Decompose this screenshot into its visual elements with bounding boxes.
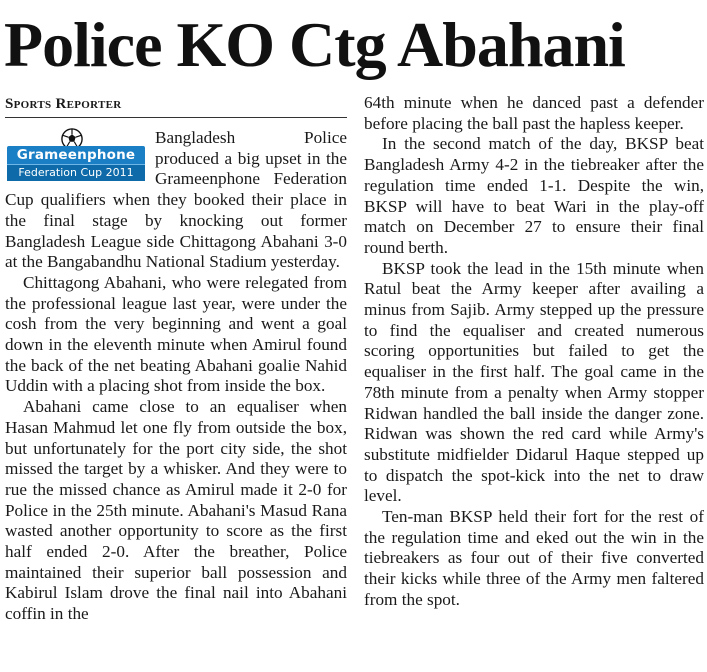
paragraph-1: Bangladesh Police produced a big upset in the Grameenphone Federation Cup qualifiers when they booked their place in the final stage by knocking out former Bangladesh League side Chittagong Abahani 3-0 at the Bangabandhu National Stadium yesterday.	[5, 128, 347, 272]
logo-title: Grameenphone	[16, 147, 136, 163]
byline: Sports Reporter	[5, 93, 347, 118]
logo-badge	[7, 146, 145, 181]
paragraph-4: In the second match of the day, BKSP beat Bangladesh Army 4-2 in the tiebreaker after the regulation time ended 1-1. Despite the win, BKSP will have to beat Wari in the play-off match on December 27 to ensure their final round berth.	[364, 134, 704, 257]
paragraph-3: Abahani came close to an equaliser when Hasan Mahmud let one fly from outside the box, but unfortunately for the port city side, the shot missed the target by a whisker. And they were to rue the missed chance as Amirul made it 2-0 for Police in the 25th minute. Abahani's Masud Rana wasted another opportunity to score as the first half ended 2-0. After the breather, Police maintained their superior ball possession and Kabirul Islam drove the final nail into Abahani coffin in the	[5, 397, 347, 624]
paragraph-6: Ten-man BKSP held their fort for the rest of the regulation time and eked out the win in the tiebreakers as four out of their five converted their kicks while three of the Army men faltered from the spot.	[364, 507, 704, 609]
article-column-left	[5, 93, 347, 625]
paragraph-2: Chittagong Abahani, who were relegated from the professional league last year, were under the cosh from the very beginning and went a goal down in the eleventh minute when Amirul found the back of the net beating Abahani goalie Nahid Uddin with a placing shot from inside the box.	[5, 272, 347, 396]
headline: Police KO Ctg Abahani	[4, 9, 625, 80]
federation-cup-logo	[5, 128, 147, 186]
paragraph-5: BKSP took the lead in the 15th minute when Ratul beat the Army keeper after availing a minus from Sajib. Army stepped up the pressure to find the equaliser and created numerous scoring opportunities but failed to get the equaliser in the first half. The goal came in the 78th minute from a penalty when Army stopper Ridwan handled the ball inside the danger zone. Ridwan was shown the red card while Army's substitute midfielder Didarul Haque stepped up to dispatch the spot-kick into the net to draw level.	[364, 258, 704, 506]
paragraph-3-continued: 64th minute when he danced past a defender before placing the ball past the hapless keeper.	[364, 93, 704, 133]
logo-subtitle: Federation Cup 2011	[7, 164, 145, 181]
article-column-right	[364, 93, 704, 611]
